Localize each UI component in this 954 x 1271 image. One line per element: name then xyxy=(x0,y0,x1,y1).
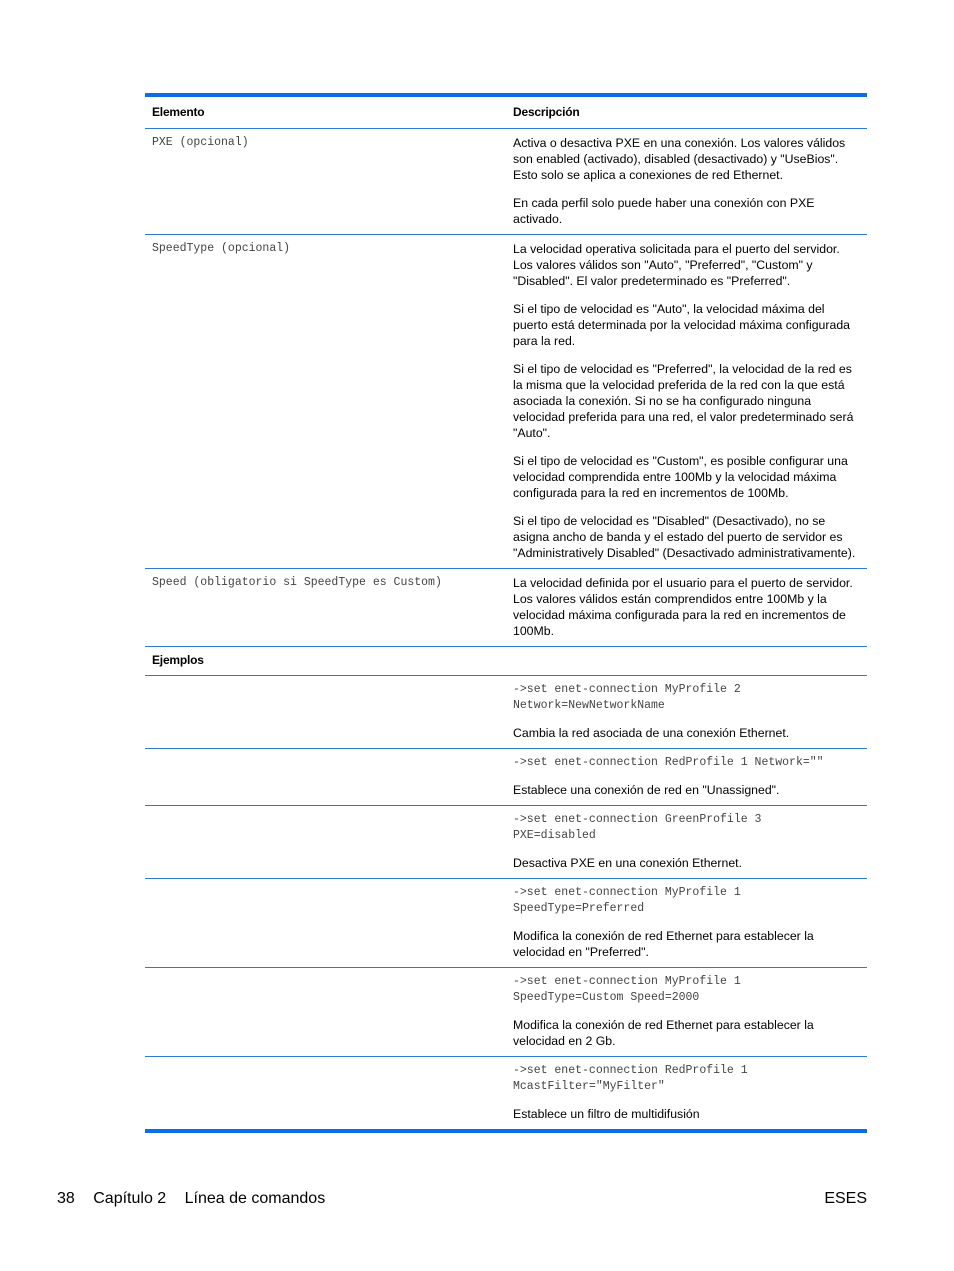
description-paragraph: Activa o desactiva PXE en una conexión. Los valores válidos son enabled (activado), disabled (desactivado) y "UseBios". Esto solo se aplica a conexiones de red Ethernet. xyxy=(513,136,846,182)
description-paragraph: La velocidad operativa solicitada para el puerto del servidor. Los valores válidos son "Auto", "Preferred", "Custom" y "Disabled". El valor predeterminado es "Preferred". xyxy=(513,242,840,288)
table-row xyxy=(145,569,867,647)
chapter-title: Línea de comandos xyxy=(184,1190,326,1207)
example-description: Modifica la conexión de red Ethernet para establecer la velocidad en "Preferred". xyxy=(513,929,814,959)
locale-code: ESES xyxy=(824,1190,867,1207)
example-description: Establece una conexión de red en "Unassigned". xyxy=(513,783,780,797)
element-name: Speed (obligatorio si SpeedType es Custom) xyxy=(152,576,442,589)
example-command: ->set enet-connection MyProfile 2 Network=NewNetworkName xyxy=(513,683,741,712)
element-name: PXE (opcional) xyxy=(152,136,249,149)
examples-section-header xyxy=(145,647,867,676)
element-description xyxy=(506,129,867,234)
description-paragraph: Si el tipo de velocidad es "Disabled" (Desactivado), no se asigna ancho de banda y el estado del puerto de servidor es "Administratively Disabled" (Desactivado administrativamente). xyxy=(513,514,856,560)
example-row xyxy=(145,749,867,806)
example-command: ->set enet-connection MyProfile 1 SpeedType=Custom Speed=2000 xyxy=(513,975,741,1004)
example-command: ->set enet-connection RedProfile 1 Network="" xyxy=(513,756,824,769)
example-row xyxy=(145,879,867,968)
header-element: Elemento xyxy=(152,105,205,119)
description-paragraph: Si el tipo de velocidad es "Preferred", la velocidad de la red es la misma que la velocidad preferida de la red con la que está asociada la conexión. Si no se ha configurado ninguna velocidad preferida para una red, el valor predeterminado será "Auto". xyxy=(513,362,854,440)
example-row xyxy=(145,968,867,1057)
table-header xyxy=(145,97,867,129)
example-row xyxy=(145,676,867,749)
header-description: Descripción xyxy=(513,105,580,119)
page-footer xyxy=(57,1190,867,1208)
table-row xyxy=(145,235,867,569)
table-row xyxy=(145,129,867,235)
element-name: SpeedType (opcional) xyxy=(152,242,291,255)
description-paragraph: La velocidad definida por el usuario para el puerto de servidor. Los valores válidos están comprendidos entre 100Mb y la velocidad máxima configurada para la red en incrementos de 100Mb. xyxy=(513,576,853,638)
example-command: ->set enet-connection MyProfile 1 SpeedType=Preferred xyxy=(513,886,741,915)
example-description: Establece un filtro de multidifusión xyxy=(513,1107,700,1121)
reference-table xyxy=(145,93,867,1133)
chapter-label: Capítulo 2 xyxy=(93,1190,167,1207)
description-paragraph: Si el tipo de velocidad es "Auto", la velocidad máxima del puerto está determinada por la velocidad máxima configurada para la red. xyxy=(513,302,850,348)
element-description xyxy=(506,569,867,646)
examples-label: Ejemplos xyxy=(152,653,204,667)
example-row xyxy=(145,1057,867,1129)
example-row xyxy=(145,806,867,879)
example-command: ->set enet-connection RedProfile 1 McastFilter="MyFilter" xyxy=(513,1064,748,1093)
element-description xyxy=(506,235,867,568)
example-description: Modifica la conexión de red Ethernet para establecer la velocidad en 2 Gb. xyxy=(513,1018,814,1048)
description-paragraph: En cada perfil solo puede haber una conexión con PXE activado. xyxy=(513,196,815,226)
example-command: ->set enet-connection GreenProfile 3 PXE=disabled xyxy=(513,813,762,842)
description-paragraph: Si el tipo de velocidad es "Custom", es posible configurar una velocidad comprendida entre 100Mb y la velocidad máxima configurada para la red en incrementos de 100Mb. xyxy=(513,454,848,500)
example-description: Cambia la red asociada de una conexión Ethernet. xyxy=(513,726,790,740)
example-description: Desactiva PXE en una conexión Ethernet. xyxy=(513,856,742,870)
page-number: 38 xyxy=(57,1190,75,1207)
